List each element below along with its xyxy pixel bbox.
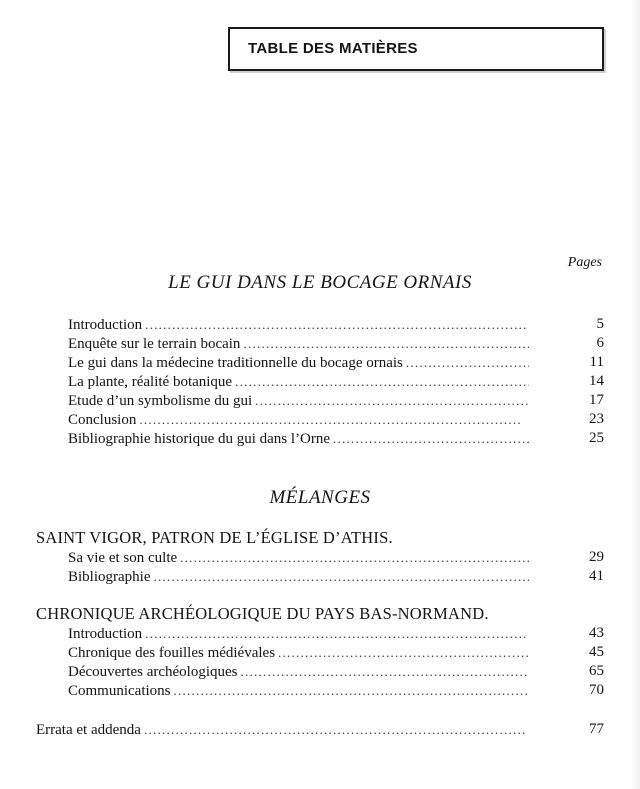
toc-entry-label: Etude d’un symbolisme du gui xyxy=(68,393,253,409)
toc-entry-page: 11 xyxy=(589,354,604,370)
toc-entry[interactable] xyxy=(68,372,604,391)
toc-entry-label: Sa vie et son culte xyxy=(68,550,178,566)
toc-entry-page: 5 xyxy=(596,316,604,332)
toc-entry-page: 29 xyxy=(589,549,604,565)
toc-entry-label: Enquête sur le terrain bocain xyxy=(68,336,241,352)
scan-edge-shadow xyxy=(630,0,640,789)
toc-entry[interactable] xyxy=(68,334,604,353)
leader-dots xyxy=(145,624,529,643)
leader-dots xyxy=(255,391,529,410)
toc-entry-label: Bibliographie historique du gui dans l’Orne xyxy=(68,431,331,447)
section-heading: SAINT VIGOR, PATRON DE L’ÉGLISE D’ATHIS. xyxy=(36,528,393,547)
toc-entry-label: La plante, réalité botanique xyxy=(68,374,233,390)
toc-entry-page: 17 xyxy=(589,392,604,408)
toc-entry-page: 70 xyxy=(589,682,604,698)
toc-entry[interactable] xyxy=(68,410,604,429)
leader-dots xyxy=(144,720,529,739)
toc-entry[interactable] xyxy=(68,643,604,662)
toc-entry-page: 43 xyxy=(589,625,604,641)
toc-entry-label: Errata et addenda xyxy=(36,722,141,738)
toc-title-box xyxy=(228,27,604,71)
leader-dots xyxy=(406,353,529,372)
toc-entry-errata[interactable] xyxy=(36,720,604,739)
toc-entry[interactable] xyxy=(68,624,604,643)
leader-dots xyxy=(145,315,529,334)
toc-entry-label: Découvertes archéologiques xyxy=(68,664,238,680)
toc-entry[interactable] xyxy=(68,353,604,372)
toc-entry[interactable] xyxy=(68,681,604,700)
toc-entry[interactable] xyxy=(68,662,604,681)
toc-entry-page: 6 xyxy=(596,335,604,351)
leader-dots xyxy=(243,334,529,353)
toc-entry[interactable] xyxy=(68,391,604,410)
section-heading: CHRONIQUE ARCHÉOLOGIQUE DU PAYS BAS-NORMAND. xyxy=(36,604,489,623)
toc-entry[interactable] xyxy=(68,315,604,334)
part2-title: MÉLANGES xyxy=(269,487,371,508)
toc-entry-page: 14 xyxy=(589,373,604,389)
toc-entry-page: 25 xyxy=(589,430,604,446)
toc-title: TABLE DES MATIÈRES xyxy=(248,40,418,57)
leader-dots xyxy=(235,372,529,391)
toc-entry-label: Introduction xyxy=(68,317,143,333)
toc-entry-label: Conclusion xyxy=(68,412,137,428)
toc-entry[interactable] xyxy=(68,429,604,448)
toc-entry-label: Introduction xyxy=(68,626,143,642)
toc-entry-label: Bibliographie xyxy=(68,569,151,585)
toc-entry-label: Le gui dans la médecine traditionnelle du bocage ornais xyxy=(68,355,403,371)
toc-entry-page: 65 xyxy=(589,663,604,679)
toc-entry-page: 45 xyxy=(589,644,604,660)
part1-title: LE GUI DANS LE BOCAGE ORNAIS xyxy=(168,272,472,293)
toc-entry[interactable] xyxy=(68,548,604,567)
toc-entry-label: Chronique des fouilles médiévales xyxy=(68,645,276,661)
toc-entry-page: 77 xyxy=(589,721,604,737)
leader-dots xyxy=(241,662,529,681)
toc-entry-page: 23 xyxy=(589,411,604,427)
toc-entry-page: 41 xyxy=(589,568,604,584)
pages-column-label: Pages xyxy=(567,255,602,270)
toc-entry-label: Communications xyxy=(68,683,171,699)
leader-dots xyxy=(278,643,529,662)
leader-dots xyxy=(139,410,529,429)
leader-dots xyxy=(333,429,529,448)
toc-entry[interactable] xyxy=(68,567,604,586)
leader-dots xyxy=(180,548,529,567)
leader-dots xyxy=(174,681,530,700)
leader-dots xyxy=(154,567,530,586)
